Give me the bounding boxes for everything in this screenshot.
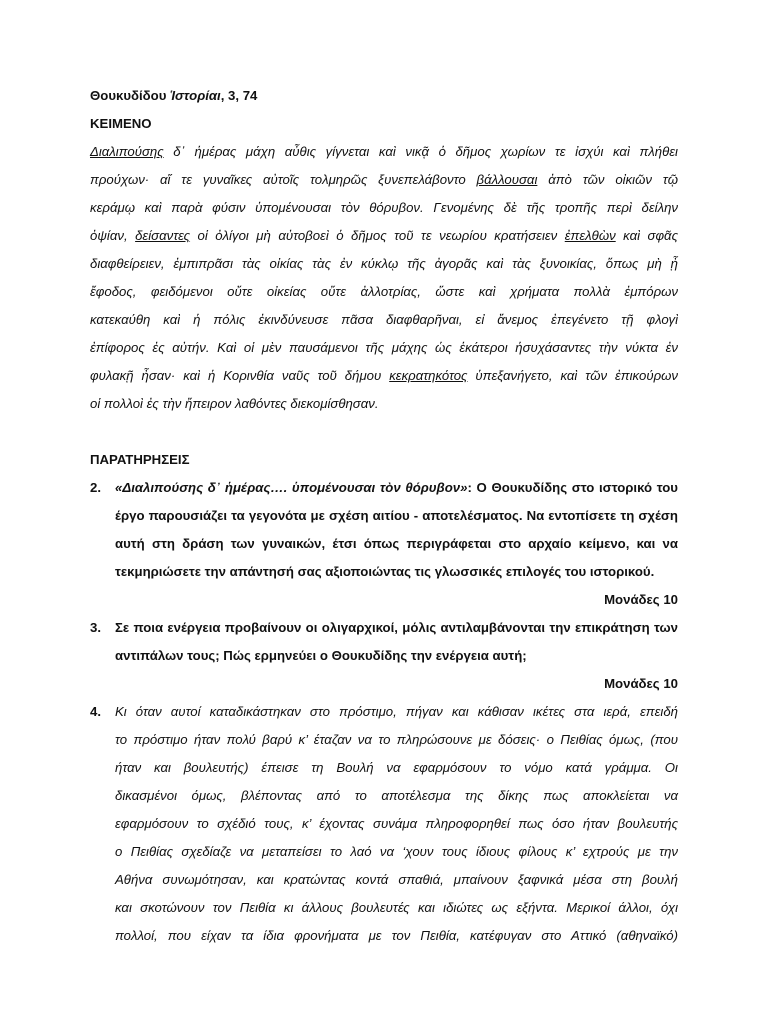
section-heading-kimeno: ΚΕΙΜΕΝΟ [90, 116, 152, 131]
q2-line-3: αυτή στη δράση των γυναικών, έτσι όπως περιγράφεται στο αρχαίο κείμενο, και να [115, 536, 678, 551]
document-title [90, 88, 257, 104]
q3-line-2: αντιπάλων τους; Πώς ερμηνεύει ο Θουκυδίδης την ενέργεια αυτή; [115, 648, 527, 663]
q4-line-2: το πρόστιμο ήταν πολύ βαρύ κ’ έταζαν να το πληρώσουνε με δόσεις· ο Πειθίας όμως, (που [115, 732, 678, 747]
underlined-word: βάλλουσαι [476, 172, 538, 187]
question-number-4: 4. [90, 704, 101, 719]
passage-line-4: ὀψίαν, δείσαντες οἱ ὀλίγοι μὴ αὐτοβοεὶ ὁ δῆμος τοῦ τε νεωρίου κρατήσειεν ἐπελθὼν καὶ σφᾶς [90, 228, 678, 243]
underlined-word: Διαλιπούσης [90, 144, 164, 159]
q2-quote: «Διαλιπούσης δ᾿ ἡμέρας…. ὑπομένουσαι τὸν θόρυβον» [115, 480, 468, 495]
passage-line-3: κεράμῳ καὶ παρὰ φύσιν ὑπομένουσαι τὸν θόρυβον. Γενομένης δὲ τῆς τροπῆς περὶ δείλην [90, 200, 678, 215]
q4-line-1: Κι όταν αυτοί καταδικάστηκαν στο πρόστιμο, πήγαν και κάθισαν ικέτες στα ιερά, επειδή [115, 704, 678, 719]
underlined-word: δείσαντες [135, 228, 191, 243]
passage-line-2: προύχων· αἵ τε γυναῖκες αὐτοῖς τολμηρῶς ξυνεπελάβοντο βάλλουσαι ἀπὸ τῶν οἰκιῶν τῷ [90, 172, 678, 187]
underlined-word: κεκρατηκότος [389, 368, 468, 383]
q2-line-1: «Διαλιπούσης δ᾿ ἡμέρας…. ὑπομένουσαι τὸν θόρυβον»: Ο Θουκυδίδης στο ιστορικό του [115, 480, 678, 495]
q4-line-9: πολλοί, που είχαν τα ίδια φρονήματα με τον Πειθία, κατέφυγαν στο Αττικό (αθηναϊκό) [115, 928, 678, 943]
passage-line-8: ἐπίφορος ἐς αὐτήν. Καὶ οἱ μὲν παυσάμενοι τῆς μάχης ὡς ἑκάτεροι ἡσυχάσαντες τὴν νύκτα ἐν [90, 340, 678, 355]
question-number-2: 2. [90, 480, 101, 495]
passage-line-5: διαφθείρειεν, ἐμπιπρᾶσι τὰς οἰκίας τὰς ἐν κύκλῳ τῆς ἀγορᾶς καὶ τὰς ξυνοικίας, ὅπως μὴ ᾖ [90, 256, 678, 271]
q4-line-3: ήταν και βουλευτής) έπεισε τη Βουλή να εφαρμόσουν το νόμο κατά γράμμα. Οι [115, 760, 678, 775]
q3-units: Μονάδες 10 [604, 676, 678, 691]
title-ref: , 3, 74 [220, 88, 258, 103]
title-author: Θουκυδίδου [90, 88, 171, 103]
q4-line-5: εφαρμόσουν το σχέδιό τους, κ’ έχοντας συνάμα πληροφορηθεί πως όσο ήταν βουλευτής [115, 816, 678, 831]
q3-line-1: Σε ποια ενέργεια προβαίνουν οι ολιγαρχικοί, μόλις αντιλαμβάνονται την επικράτηση των [115, 620, 678, 635]
q4-line-7: Αθήνα συνωμότησαν, και κρατώντας κοντά σπαθιά, μπαίνουν ξαφνικά μέσα στη βουλή [115, 872, 678, 887]
passage-line-9: φυλακῇ ἦσαν· καὶ ἡ Κορινθία ναῦς τοῦ δήμου κεκρατηκότος ὑπεξανήγετο, καὶ τῶν ἐπικούρων [90, 368, 678, 383]
passage-line-7: κατεκαύθη καὶ ἡ πόλις ἐκινδύνευσε πᾶσα διαφθαρῆναι, εἰ ἄνεμος ἐπεγένετο τῇ φλογὶ [90, 312, 678, 327]
q2-line-4: τεκμηριώσετε την απάντησή σας αξιοποιώντας τις γλωσσικές επιλογές του ιστορικού. [115, 564, 655, 579]
q4-line-6: ο Πειθίας σχεδίαζε να μεταπείσει το λαό να ‘χουν τους ίδιους φίλους κ’ εχτρούς με την [115, 844, 678, 859]
q2-line-2: έργο παρουσιάζει τα γεγονότα με σχέση αιτίου - αποτελέσματος. Να εντοπίσετε τη σχέση [115, 508, 678, 523]
underlined-word: ἐπελθὼν [564, 228, 616, 243]
passage-line-6: ἔφοδος, φειδόμενοι οὔτε οἰκείας οὔτε ἀλλοτρίας, ὥστε καὶ χρήματα πολλὰ ἐμπόρων [90, 284, 678, 299]
q4-line-8: και σκοτώνουν τον Πειθία κι άλλους βουλευτές και ιδιώτες ως εξήντα. Μερικοί άλλοι, όχι [115, 900, 678, 915]
section-heading-paratiriseis: ΠΑΡΑΤΗΡΗΣΕΙΣ [90, 452, 190, 467]
title-work: Ἱστορίαι [170, 88, 221, 103]
q4-line-4: δικασμένοι όμως, βλέποντας από το αποτέλεσμα της δίκης πως αποκλείεται να [115, 788, 678, 803]
question-number-3: 3. [90, 620, 101, 635]
q2-units: Μονάδες 10 [604, 592, 678, 607]
passage-line-1: Διαλιπούσης δ᾿ ἡμέρας μάχη αὖθις γίγνεται καὶ νικᾷ ὁ δῆμος χωρίων τε ἰσχύι καὶ πλήθει [90, 144, 678, 159]
passage-line-10: οἱ πολλοὶ ἐς τὴν ἤπειρον λαθόντες διεκομίσθησαν. [90, 396, 379, 411]
